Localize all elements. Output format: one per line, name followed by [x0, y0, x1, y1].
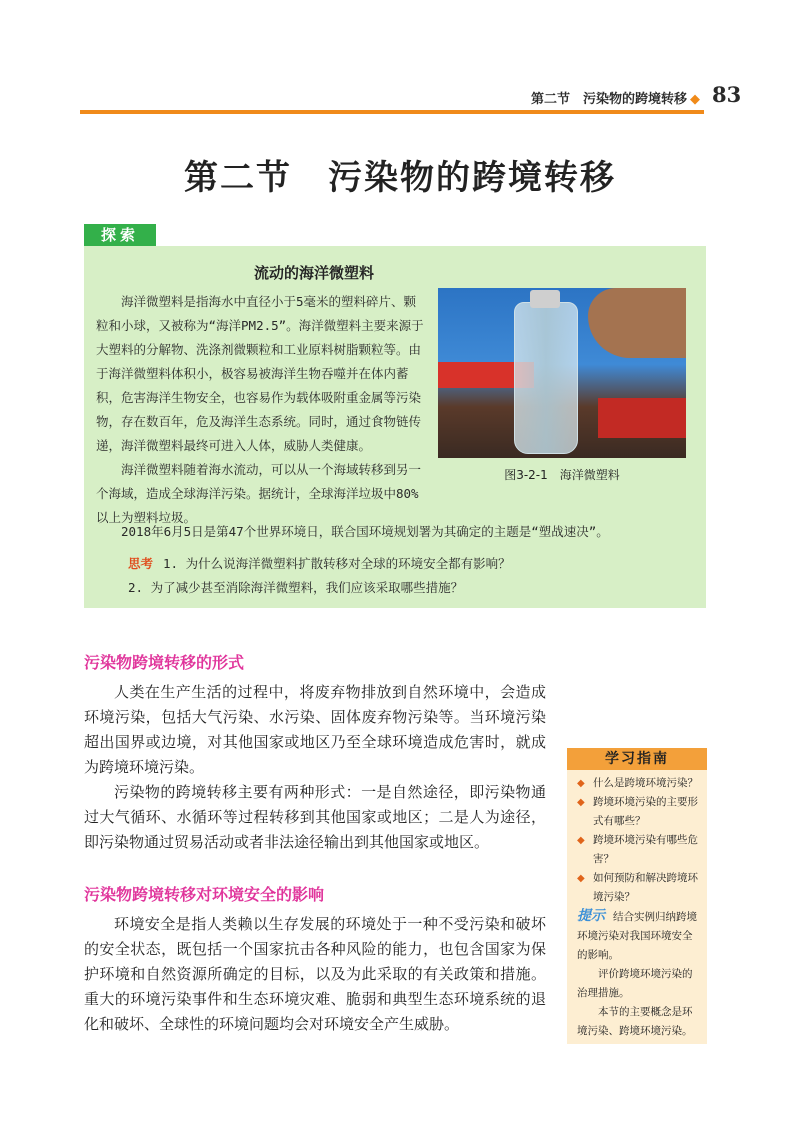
guide-item-text: 跨境环境污染有哪些危害？ — [593, 834, 698, 865]
explore-box — [84, 246, 706, 608]
header-rule — [80, 110, 704, 114]
guide-hint — [577, 907, 699, 965]
guide-item-text: 跨境环境污染的主要形式有哪些？ — [593, 796, 698, 827]
figure-caption: 图3-2-1 海洋微塑料 — [504, 468, 620, 482]
guide-item — [577, 869, 699, 907]
explore-paragraph-3: 2018年6月5日是第47个世界环境日，联合国环境规划署为其确定的主题是“塑战速决”。 — [121, 524, 609, 539]
diamond-icon: ◆ — [690, 92, 700, 107]
microplastic-photo — [438, 288, 686, 458]
hint-label: 提示 — [577, 908, 605, 924]
section-heading-1: 污染物跨境转移的形式 — [84, 653, 245, 672]
guide-item-text: 什么是跨境环境污染？ — [593, 777, 698, 789]
guide-item — [577, 774, 699, 793]
photo-hand — [588, 288, 686, 358]
study-guide-title: 学习指南 — [567, 748, 707, 770]
hint-text-3: 本节的主要概念是环境污染、跨境环境污染。 — [577, 1006, 693, 1037]
photo-bottle-cap — [530, 290, 560, 308]
page-number: 83 — [712, 82, 742, 107]
study-guide-body — [567, 770, 707, 1041]
hint-text-2: 评价跨境环境污染的治理措施。 — [577, 968, 693, 999]
diamond-bullet-icon: ◆ — [577, 778, 585, 789]
explore-paragraph-1: 海洋微塑料是指海水中直径小于5毫米的塑料碎片、颗粒和小球，又被称为“海洋PM2.5”。海洋微塑料主要来源于大塑料的分解物、洗涤剂微颗粒和工业原料树脂颗粒等。由于海洋微塑料体积小，极容易被海洋生物吞噬并在体内蓄积，危害海洋生物安全，也容易作为载体吸附重金属等污染物，存在数百年，危及海洋生态系统。同时，通过食物链传递，海洋微塑料最终可进入人体，威胁人类健康。 — [96, 294, 424, 453]
photo-sample-bottle — [514, 302, 578, 454]
guide-item — [577, 793, 699, 831]
think-line-1 — [128, 552, 688, 576]
study-guide — [567, 748, 707, 1044]
think-label: 思考 — [128, 556, 154, 571]
think-question-1: 1. 为什么说海洋微塑料扩散转移对全球的环境安全都有影响？ — [163, 556, 511, 571]
explore-tab: 探索 — [84, 224, 156, 246]
think-question-2: 2. 为了减少甚至消除海洋微塑料，我们应该采取哪些措施？ — [128, 580, 464, 595]
diamond-bullet-icon: ◆ — [577, 797, 585, 808]
running-title: 第二节 污染物的跨境转移 — [530, 92, 687, 107]
guide-item — [577, 831, 699, 869]
photo-red-structure-2 — [598, 398, 686, 438]
body-paragraph-3: 环境安全是指人类赖以生存发展的环境处于一种不受污染和破坏的安全状态，既包括一个国家抗击各种风险的能力，也包含国家为保护环境和自然资源所确定的目标，以及为此采取的有关政策和措施。重大的环境污染事件和生态环境灾难、脆弱和典型生态环境系统的退化和破坏、全球性的环境问题均会对环境安全产生威胁。 — [84, 915, 546, 1033]
think-block — [128, 552, 688, 600]
diamond-bullet-icon: ◆ — [577, 835, 585, 846]
page-title: 第二节 污染物的跨境转移 — [184, 158, 616, 198]
running-head — [460, 88, 700, 110]
explore-title: 流动的海洋微塑料 — [253, 264, 374, 282]
body-paragraph-2: 污染物的跨境转移主要有两种形式：一是自然途径，即污染物通过大气循环、水循环等过程转移到其他国家或地区；二是人为途径，即污染物通过贸易活动或者非法途径输出到其他国家或地区。 — [84, 783, 546, 851]
body-paragraph-1: 人类在生产生活的过程中，将废弃物排放到自然环境中，会造成环境污染，包括大气污染、水污染、固体废弃物污染等。当环境污染超出国界或边境，对其他国家或地区乃至全球环境造成危害时，就成为跨境环境污染。 — [84, 683, 546, 776]
hint-text: 结合实例归纳跨境环境污染对我国环境安全的影响。 — [577, 911, 697, 961]
diamond-bullet-icon: ◆ — [577, 873, 585, 884]
think-line-2 — [128, 576, 688, 600]
guide-item-text: 如何预防和解决跨境环境污染？ — [593, 872, 698, 903]
section-heading-2: 污染物跨境转移对环境安全的影响 — [84, 885, 325, 904]
explore-paragraph-2: 海洋微塑料随着海水流动，可以从一个海域转移到另一个海域，造成全球海洋污染。据统计，全球海洋垃圾中80%以上为塑料垃圾。 — [96, 462, 422, 525]
